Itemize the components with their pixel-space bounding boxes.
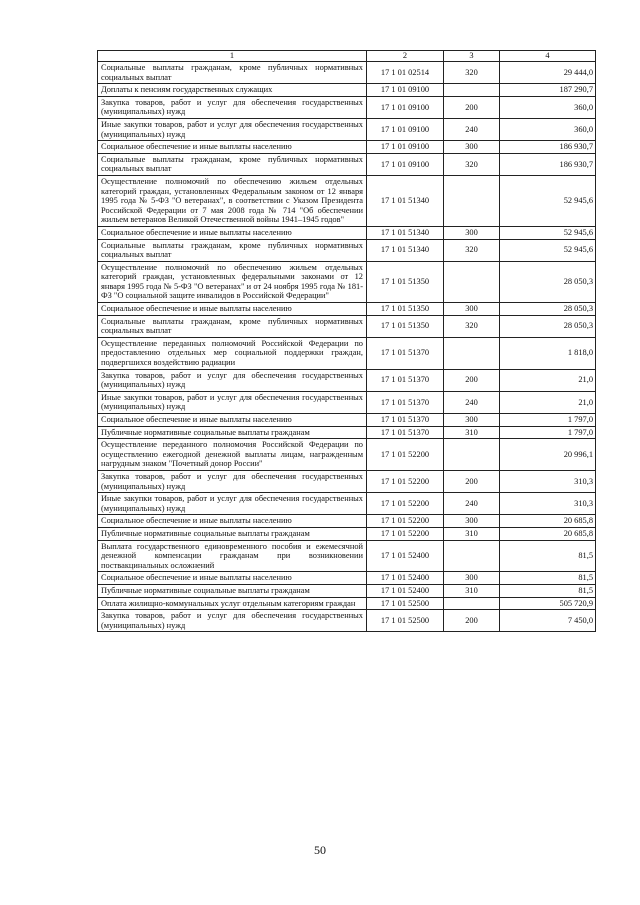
- budget-table: [97, 50, 596, 632]
- item-amount: 310,3: [500, 493, 596, 515]
- item-amount: 21,0: [500, 391, 596, 413]
- item-amount: 81,5: [500, 572, 596, 585]
- item-name: Социальное обеспечение и иные выплаты населению: [98, 141, 367, 154]
- item-amount: 1 818,0: [500, 337, 596, 369]
- item-code: 17 1 01 51350: [367, 261, 444, 302]
- expense-type: 300: [444, 414, 500, 427]
- table-row: [98, 369, 596, 391]
- item-amount: 81,5: [500, 540, 596, 572]
- expense-type: 320: [444, 239, 500, 261]
- item-code: 17 1 01 51370: [367, 426, 444, 439]
- table-row: [98, 414, 596, 427]
- expense-type: [444, 540, 500, 572]
- expense-type: [444, 337, 500, 369]
- item-code: 17 1 01 09100: [367, 96, 444, 118]
- item-code: 17 1 01 51340: [367, 226, 444, 239]
- table-row: [98, 572, 596, 585]
- table-row: [98, 62, 596, 84]
- expense-type: [444, 439, 500, 471]
- item-name: Осуществление переданных полномочий Российской Федерации по предоставлению отдельных мер социальной поддержки граждан, подвергшихся воздействию радиации: [98, 337, 367, 369]
- expense-type: [444, 84, 500, 97]
- item-code: 17 1 01 52200: [367, 493, 444, 515]
- item-name: Осуществление переданного полномочия Российской Федерации по осуществлению ежегодной денежной выплаты лицам, награжденным нагрудным знаком "Почетный донор России": [98, 439, 367, 471]
- item-code: 17 1 01 52200: [367, 515, 444, 528]
- expense-type: 310: [444, 584, 500, 597]
- item-amount: 52 945,6: [500, 226, 596, 239]
- table-row: [98, 540, 596, 572]
- expense-type: 200: [444, 610, 500, 632]
- item-amount: 28 050,3: [500, 261, 596, 302]
- item-amount: 360,0: [500, 96, 596, 118]
- item-name: Осуществление полномочий по обеспечению жильем отдельных категорий граждан, установленных Федеральным законом от 12 января 1995 года № 5-ФЗ "О ветеранах", в соответствии с Указом Президента Российской Федерации от 7 мая 2008 года № 714 "Об обеспечении жильем ветеранов Великой Отечественной войны 1941–1945 годов": [98, 175, 367, 226]
- item-amount: 1 797,0: [500, 414, 596, 427]
- item-amount: 29 444,0: [500, 62, 596, 84]
- expense-type: [444, 261, 500, 302]
- item-amount: 7 450,0: [500, 610, 596, 632]
- table-row: [98, 493, 596, 515]
- item-amount: 186 930,7: [500, 141, 596, 154]
- expense-type: 300: [444, 515, 500, 528]
- expense-type: 240: [444, 118, 500, 140]
- item-name: Иные закупки товаров, работ и услуг для обеспечения государственных (муниципальных) нужд: [98, 493, 367, 515]
- expense-type: 310: [444, 426, 500, 439]
- item-code: 17 1 01 09100: [367, 84, 444, 97]
- item-name: Социальное обеспечение и иные выплаты населению: [98, 515, 367, 528]
- item-code: 17 1 01 51350: [367, 315, 444, 337]
- item-amount: 28 050,3: [500, 303, 596, 316]
- item-name: Закупка товаров, работ и услуг для обеспечения государственных (муниципальных) нужд: [98, 470, 367, 492]
- item-code: 17 1 01 51370: [367, 414, 444, 427]
- table-row: [98, 153, 596, 175]
- item-code: 17 1 01 51370: [367, 391, 444, 413]
- item-name: Закупка товаров, работ и услуг для обеспечения государственных (муниципальных) нужд: [98, 96, 367, 118]
- item-name: Публичные нормативные социальные выплаты гражданам: [98, 584, 367, 597]
- table-row: [98, 439, 596, 471]
- table-row: [98, 470, 596, 492]
- table-row: [98, 226, 596, 239]
- item-code: 17 1 01 52500: [367, 610, 444, 632]
- item-amount: 52 945,6: [500, 175, 596, 226]
- table-row: [98, 584, 596, 597]
- item-code: 17 1 01 51340: [367, 175, 444, 226]
- item-code: 17 1 01 51370: [367, 369, 444, 391]
- item-amount: 187 290,7: [500, 84, 596, 97]
- budget-table-container: [97, 50, 595, 632]
- expense-type: 300: [444, 303, 500, 316]
- expense-type: 200: [444, 369, 500, 391]
- expense-type: 320: [444, 62, 500, 84]
- table-row: [98, 597, 596, 610]
- item-code: 17 1 01 51370: [367, 337, 444, 369]
- item-amount: 21,0: [500, 369, 596, 391]
- item-amount: 20 685,8: [500, 527, 596, 540]
- item-name: Социальные выплаты гражданам, кроме публичных нормативных социальных выплат: [98, 153, 367, 175]
- item-name: Доплаты к пенсиям государственных служащих: [98, 84, 367, 97]
- item-name: Публичные нормативные социальные выплаты гражданам: [98, 527, 367, 540]
- table-row: [98, 315, 596, 337]
- table-row: [98, 261, 596, 302]
- item-amount: 310,3: [500, 470, 596, 492]
- header-col-1: 1: [98, 51, 367, 62]
- header-col-4: 4: [500, 51, 596, 62]
- item-amount: 28 050,3: [500, 315, 596, 337]
- expense-type: 300: [444, 226, 500, 239]
- item-code: 17 1 01 52400: [367, 584, 444, 597]
- expense-type: 240: [444, 493, 500, 515]
- table-row: [98, 303, 596, 316]
- page-number: 50: [314, 843, 326, 857]
- table-row: [98, 239, 596, 261]
- item-name: Публичные нормативные социальные выплаты гражданам: [98, 426, 367, 439]
- table-row: [98, 527, 596, 540]
- item-name: Социальное обеспечение и иные выплаты населению: [98, 303, 367, 316]
- item-amount: 505 720,9: [500, 597, 596, 610]
- expense-type: 310: [444, 527, 500, 540]
- item-code: 17 1 01 09100: [367, 118, 444, 140]
- item-code: 17 1 01 52200: [367, 470, 444, 492]
- item-code: 17 1 01 52500: [367, 597, 444, 610]
- header-row: [98, 51, 596, 62]
- expense-type: 300: [444, 572, 500, 585]
- item-name: Иные закупки товаров, работ и услуг для обеспечения государственных (муниципальных) нужд: [98, 391, 367, 413]
- expense-type: [444, 175, 500, 226]
- item-code: 17 1 01 51340: [367, 239, 444, 261]
- item-name: Закупка товаров, работ и услуг для обеспечения государственных (муниципальных) нужд: [98, 610, 367, 632]
- item-amount: 186 930,7: [500, 153, 596, 175]
- item-code: 17 1 01 52400: [367, 572, 444, 585]
- item-code: 17 1 01 09100: [367, 153, 444, 175]
- item-name: Социальные выплаты гражданам, кроме публичных нормативных социальных выплат: [98, 239, 367, 261]
- item-amount: 52 945,6: [500, 239, 596, 261]
- header-col-2: 2: [367, 51, 444, 62]
- item-amount: 81,5: [500, 584, 596, 597]
- expense-type: 320: [444, 315, 500, 337]
- item-name: Социальное обеспечение и иные выплаты населению: [98, 572, 367, 585]
- table-row: [98, 96, 596, 118]
- item-amount: 20 685,8: [500, 515, 596, 528]
- expense-type: 200: [444, 96, 500, 118]
- table-row: [98, 610, 596, 632]
- item-name: Закупка товаров, работ и услуг для обеспечения государственных (муниципальных) нужд: [98, 369, 367, 391]
- budget-table-body: [98, 51, 596, 632]
- item-code: 17 1 01 52200: [367, 527, 444, 540]
- item-name: Осуществление полномочий по обеспечению жильем отдельных категорий граждан, установленных федеральными законами от 12 января 1995 года № 5-ФЗ "О ветеранах" и от 24 ноября 1995 года № 181-ФЗ "О социальной защите инвалидов в Российской Федерации": [98, 261, 367, 302]
- item-name: Социальное обеспечение и иные выплаты населению: [98, 226, 367, 239]
- table-row: [98, 337, 596, 369]
- table-row: [98, 84, 596, 97]
- table-row: [98, 118, 596, 140]
- table-row: [98, 175, 596, 226]
- item-name: Социальное обеспечение и иные выплаты населению: [98, 414, 367, 427]
- header-col-3: 3: [444, 51, 500, 62]
- expense-type: 300: [444, 141, 500, 154]
- item-code: 17 1 01 52400: [367, 540, 444, 572]
- table-row: [98, 426, 596, 439]
- expense-type: 200: [444, 470, 500, 492]
- item-name: Иные закупки товаров, работ и услуг для обеспечения государственных (муниципальных) нужд: [98, 118, 367, 140]
- item-name: Социальные выплаты гражданам, кроме публичных нормативных социальных выплат: [98, 315, 367, 337]
- expense-type: 320: [444, 153, 500, 175]
- item-code: 17 1 01 02514: [367, 62, 444, 84]
- item-code: 17 1 01 51350: [367, 303, 444, 316]
- table-row: [98, 391, 596, 413]
- table-row: [98, 515, 596, 528]
- item-name: Оплата жилищно-коммунальных услуг отдельным категориям граждан: [98, 597, 367, 610]
- item-amount: 20 996,1: [500, 439, 596, 471]
- item-code: 17 1 01 09100: [367, 141, 444, 154]
- item-code: 17 1 01 52200: [367, 439, 444, 471]
- expense-type: 240: [444, 391, 500, 413]
- expense-type: [444, 597, 500, 610]
- item-name: Социальные выплаты гражданам, кроме публичных нормативных социальных выплат: [98, 62, 367, 84]
- item-name: Выплата государственного единовременного пособия и ежемесячной денежной компенсации гражданам при возникновении поствакцинальных осложнений: [98, 540, 367, 572]
- item-amount: 360,0: [500, 118, 596, 140]
- item-amount: 1 797,0: [500, 426, 596, 439]
- table-row: [98, 141, 596, 154]
